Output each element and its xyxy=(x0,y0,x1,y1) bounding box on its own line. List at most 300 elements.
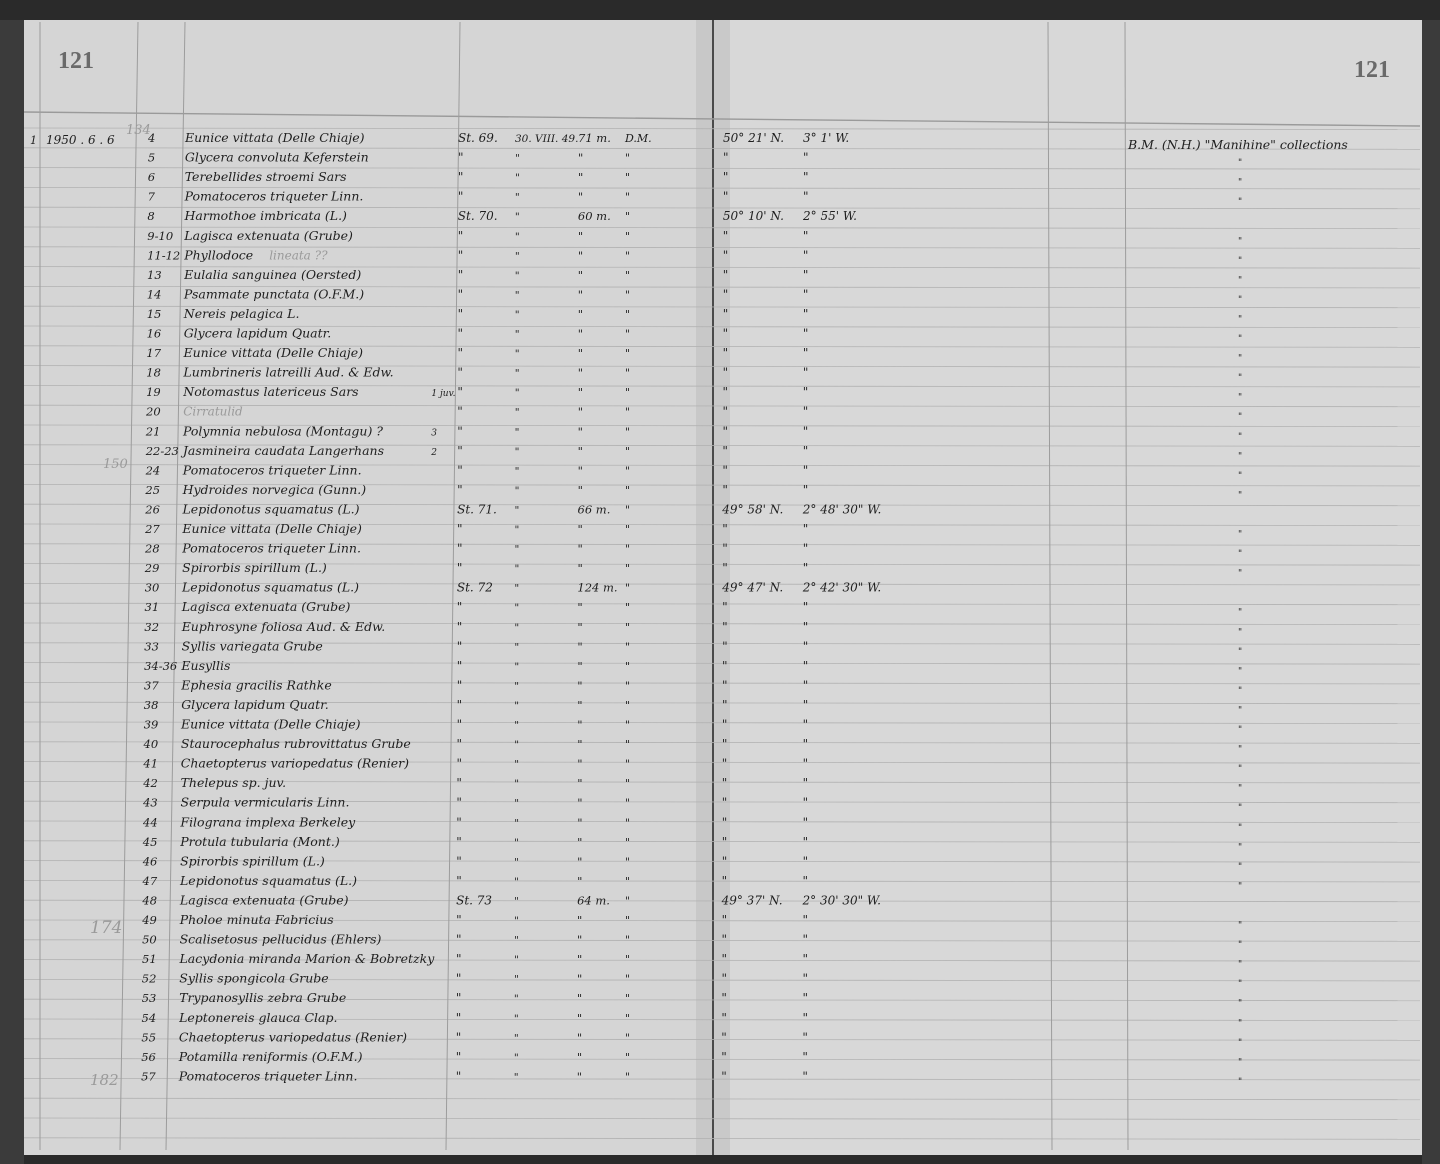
latitude: " xyxy=(722,365,729,380)
latitude: " xyxy=(721,815,728,830)
row-number: 24 xyxy=(145,463,161,478)
remarks-ditto: " xyxy=(1238,393,1243,404)
collection-date: " xyxy=(514,211,520,224)
latitude: " xyxy=(722,463,728,478)
station: St. 69. xyxy=(458,131,498,145)
collection-date: " xyxy=(513,1071,519,1084)
collector: " xyxy=(625,620,631,634)
station: " xyxy=(456,717,463,732)
station: " xyxy=(456,873,462,888)
collection-date: " xyxy=(513,1051,519,1064)
collector: " xyxy=(625,483,631,497)
collection-date: " xyxy=(514,582,520,595)
depth: " xyxy=(577,561,583,576)
remarks-ditto: " xyxy=(1238,921,1243,931)
collector: " xyxy=(625,1070,631,1084)
station: " xyxy=(457,463,463,478)
species-name: Eunice vittata (Delle Chiaje) xyxy=(183,345,363,361)
row-number: 15 xyxy=(146,307,162,321)
latitude: " xyxy=(722,424,729,439)
longitude: " xyxy=(802,795,809,810)
latitude: 49° 47' N. xyxy=(722,580,784,595)
remarks-ditto: " xyxy=(1238,862,1243,873)
station: St. 71. xyxy=(457,502,497,517)
longitude: " xyxy=(802,717,809,732)
station: " xyxy=(456,698,463,712)
longitude: " xyxy=(802,346,809,361)
species-name: Terebellides stroemi Sars xyxy=(184,169,347,185)
remarks-ditto: " xyxy=(1238,451,1243,462)
latitude: 50° 10' N. xyxy=(722,209,784,224)
latitude: " xyxy=(722,267,729,282)
station: " xyxy=(456,678,463,693)
species-note: Cirratulid xyxy=(183,404,243,419)
collection-date: " xyxy=(514,660,520,673)
collection-date: " xyxy=(514,289,520,302)
depth: 71 m. xyxy=(578,131,611,145)
longitude: " xyxy=(802,267,809,282)
row-number: 41 xyxy=(143,756,159,771)
species-name: Eulalia sanguinea (Oersted) xyxy=(184,266,362,282)
row-number: 16 xyxy=(146,326,162,341)
depth: " xyxy=(577,463,583,478)
latitude: " xyxy=(722,228,729,243)
remarks-ditto: " xyxy=(1238,960,1243,971)
species-name: Pomatoceros triqueter Linn. xyxy=(182,462,362,478)
collector: " xyxy=(625,640,631,654)
collector: " xyxy=(625,249,631,263)
depth: " xyxy=(577,932,583,947)
collector: " xyxy=(625,777,631,791)
longitude: " xyxy=(802,365,809,380)
collection-date: " xyxy=(514,700,520,712)
remarks-ditto: " xyxy=(1238,979,1243,990)
longitude: " xyxy=(802,404,809,419)
longitude: " xyxy=(802,619,809,634)
collection-date: " xyxy=(514,524,520,536)
remarks-ditto: " xyxy=(1238,842,1243,853)
longitude: " xyxy=(802,913,809,927)
station: " xyxy=(456,795,462,810)
longitude: " xyxy=(802,815,809,830)
depth: " xyxy=(577,365,583,380)
remarks-ditto: " xyxy=(1238,1038,1243,1049)
species-name: Protula tubularia (Mont.) xyxy=(180,833,340,849)
longitude: " xyxy=(802,287,809,302)
collector: " xyxy=(625,542,631,556)
remarks-ditto: " xyxy=(1238,881,1243,892)
collection-date: " xyxy=(514,817,520,830)
depth: " xyxy=(577,267,584,282)
latitude: " xyxy=(722,385,729,400)
station: " xyxy=(455,991,462,1006)
collection-note: B.M. (N.H.) "Manihine" collections xyxy=(1128,137,1348,152)
station: " xyxy=(456,854,462,869)
species-name: Ephesia gracilis Rathke xyxy=(181,677,332,693)
row-number: 26 xyxy=(145,502,160,517)
row-number: 54 xyxy=(141,1010,157,1025)
depth: " xyxy=(577,873,583,888)
depth: 124 m. xyxy=(577,580,618,595)
longitude: " xyxy=(802,424,809,439)
latitude: " xyxy=(721,756,728,771)
latitude: " xyxy=(722,658,728,673)
collector: " xyxy=(625,210,631,224)
species-name: Scalisetosus pellucidus (Ehlers) xyxy=(179,931,382,947)
depth: " xyxy=(577,815,583,830)
row-number: 32 xyxy=(144,619,160,634)
species-name: Spirorbis spirillum (L.) xyxy=(182,560,327,576)
depth: " xyxy=(577,228,584,243)
row-number: 49 xyxy=(142,913,157,927)
station: " xyxy=(456,600,463,615)
station: " xyxy=(455,1030,462,1045)
latitude: " xyxy=(722,248,729,263)
remarks-ditto: " xyxy=(1238,666,1243,677)
latitude: 50° 21' N. xyxy=(723,131,785,145)
species-name: Syllis variegata Grube xyxy=(181,638,323,654)
longitude: " xyxy=(802,561,809,576)
row-number: 13 xyxy=(147,267,162,282)
station: " xyxy=(457,287,464,302)
longitude: " xyxy=(802,639,809,654)
depth: " xyxy=(577,913,583,927)
remarks-ditto: " xyxy=(1238,530,1243,540)
station: " xyxy=(456,932,462,947)
longitude: " xyxy=(802,658,809,673)
row-number: 31 xyxy=(144,600,160,615)
depth: " xyxy=(577,756,583,771)
depth: " xyxy=(577,795,583,810)
species-name: Notomastus latericeus Sars xyxy=(183,384,359,400)
remarks-ditto: " xyxy=(1238,569,1243,580)
collector: " xyxy=(625,171,631,185)
depth: " xyxy=(578,170,584,185)
remarks-ditto: " xyxy=(1238,373,1243,384)
collection-date: " xyxy=(514,973,519,986)
species-name: Staurocephalus rubrovittatus Grube xyxy=(180,736,411,752)
depth: " xyxy=(577,346,583,361)
longitude: " xyxy=(802,756,809,771)
depth: " xyxy=(577,776,583,791)
collection-date: " xyxy=(513,1032,519,1045)
row-number: 40 xyxy=(143,737,159,752)
longitude: " xyxy=(802,482,809,497)
depth: " xyxy=(577,658,583,673)
longitude: " xyxy=(803,150,809,165)
station: " xyxy=(456,658,463,673)
collector: " xyxy=(625,1050,631,1064)
collector: " xyxy=(625,581,631,595)
depth: " xyxy=(576,1069,583,1084)
remarks-ditto: " xyxy=(1238,940,1243,951)
depth: 60 m. xyxy=(577,209,611,224)
remarks-ditto: " xyxy=(1238,275,1243,286)
station: " xyxy=(457,424,463,439)
latitude: " xyxy=(721,873,728,888)
row-number: 17 xyxy=(146,346,162,361)
species-name: Glycera lapidum Quatr. xyxy=(181,697,329,712)
latitude: " xyxy=(721,1049,727,1064)
depth: " xyxy=(576,1030,583,1045)
station: " xyxy=(457,189,464,204)
latitude: " xyxy=(723,150,729,165)
station: " xyxy=(457,248,464,263)
collector: " xyxy=(625,151,631,165)
station: " xyxy=(457,267,464,282)
species-name: Lumbrineris latreilli Aud. & Edw. xyxy=(183,364,394,380)
species-name: Psammate punctata (O.F.M.) xyxy=(183,286,365,302)
species-name: Lagisca extenuata (Grube) xyxy=(179,892,349,908)
latitude: " xyxy=(722,307,729,321)
collector: " xyxy=(625,757,631,771)
longitude: " xyxy=(802,932,809,947)
species-note: lineata ?? xyxy=(269,248,328,263)
collection-date: " xyxy=(514,543,520,556)
row-number: 21 xyxy=(145,424,161,439)
station: " xyxy=(456,639,463,654)
quantity: 2 xyxy=(431,447,437,458)
species-name: Glycera lapidum Quatr. xyxy=(183,325,332,341)
row-number: 6 xyxy=(147,170,156,185)
right-edge xyxy=(1422,20,1440,1164)
longitude: " xyxy=(802,834,809,849)
collector: " xyxy=(625,523,631,536)
row-number: 52 xyxy=(141,971,157,986)
row-number: 44 xyxy=(143,815,158,830)
station: " xyxy=(456,913,462,927)
collector: " xyxy=(625,874,631,888)
depth: " xyxy=(576,991,583,1006)
collection-date: " xyxy=(514,406,520,419)
species-name: Jasmineira caudata Langerhans xyxy=(182,442,385,458)
depth: " xyxy=(577,385,583,400)
station: " xyxy=(457,443,463,458)
latitude: " xyxy=(721,795,728,810)
depth: 66 m. xyxy=(577,502,611,517)
species-name: Lepidonotus squamatus (L.) xyxy=(180,872,357,888)
latitude: " xyxy=(722,346,729,361)
row-number: 22-23 xyxy=(145,443,179,458)
collector: " xyxy=(625,308,631,321)
latitude: " xyxy=(722,170,729,185)
collector: " xyxy=(625,288,631,302)
station: " xyxy=(456,619,463,634)
collector: " xyxy=(625,386,631,400)
station: St. 70. xyxy=(457,209,498,224)
latitude: " xyxy=(722,522,728,536)
depth: " xyxy=(577,639,583,654)
species-name: Lepidonotus squamatus (L.) xyxy=(182,501,360,517)
collection-date: " xyxy=(514,563,520,576)
longitude: 2° 48' 30" W. xyxy=(802,502,882,517)
species-name: Polymnia nebulosa (Montagu) ? xyxy=(183,423,384,439)
collection-date: " xyxy=(514,426,520,439)
species-name: Eunice vittata (Delle Chiaje) xyxy=(182,521,362,536)
row-number: 53 xyxy=(141,991,157,1006)
remarks-ditto: " xyxy=(1238,803,1243,814)
depth: " xyxy=(577,600,583,615)
collector: " xyxy=(625,796,631,810)
remarks-ditto: " xyxy=(1238,686,1243,697)
species-name: Trypanosyllis zebra Grube xyxy=(179,990,347,1006)
station: " xyxy=(457,404,463,419)
station: " xyxy=(455,1049,462,1064)
margin-note-174: 174 xyxy=(90,918,123,938)
quantity: 3 xyxy=(431,428,438,439)
depth: " xyxy=(577,522,583,536)
latitude: " xyxy=(721,1010,727,1025)
remarks-ditto: " xyxy=(1238,1018,1243,1029)
depth: " xyxy=(577,971,583,986)
row-number: 7 xyxy=(147,189,155,204)
collector: " xyxy=(625,914,631,927)
remarks-ditto: " xyxy=(1238,197,1243,208)
collector: " xyxy=(625,405,631,419)
row-number: 47 xyxy=(142,873,158,888)
latitude: 49° 37' N. xyxy=(721,893,783,908)
species-name: Pomatoceros triqueter Linn. xyxy=(184,188,364,204)
latitude: " xyxy=(721,737,728,752)
species-name: Eunice vittata (Delle Chiaje) xyxy=(185,130,365,145)
longitude: " xyxy=(802,385,809,400)
collector: " xyxy=(625,699,631,712)
latitude: " xyxy=(722,326,729,341)
remarks-ditto: " xyxy=(1238,471,1243,482)
depth: " xyxy=(577,854,583,869)
remarks-ditto: " xyxy=(1238,784,1243,795)
collection-date: " xyxy=(514,739,520,752)
latitude: " xyxy=(721,1069,727,1084)
row-number: 8 xyxy=(147,209,155,224)
remarks-ditto: " xyxy=(1238,549,1243,560)
species-name: Chaetopterus variopedatus (Renier) xyxy=(178,1029,408,1045)
collection-date: 30. VIII. 49. xyxy=(515,133,579,145)
row-number: 50 xyxy=(142,932,157,947)
longitude: 2° 42' 30" W. xyxy=(802,580,882,595)
longitude: " xyxy=(802,600,809,615)
collection-date: " xyxy=(514,328,520,341)
remarks-ditto: " xyxy=(1238,412,1243,423)
depth: " xyxy=(576,1010,583,1025)
latitude: " xyxy=(722,639,728,654)
latitude: " xyxy=(721,854,728,869)
collection-date: " xyxy=(514,641,520,654)
first-row-index: 1 xyxy=(30,134,37,147)
collection-date: " xyxy=(514,797,520,810)
row-number: 57 xyxy=(141,1069,156,1084)
species-name: Chaetopterus variopedatus (Renier) xyxy=(180,755,409,771)
remarks-ditto: " xyxy=(1238,178,1243,189)
station: " xyxy=(455,1010,462,1025)
species-name: Hydroides norvegica (Gunn.) xyxy=(182,481,367,497)
collector: " xyxy=(625,229,631,243)
collection-date: " xyxy=(514,504,520,517)
longitude: " xyxy=(802,1030,808,1045)
collector: " xyxy=(625,425,631,439)
collector: " xyxy=(625,933,631,947)
station: " xyxy=(457,522,463,536)
collector: " xyxy=(625,816,631,830)
row-number: 9-10 xyxy=(147,228,174,243)
collector: " xyxy=(625,503,631,517)
collector: D.M. xyxy=(625,132,652,145)
longitude: " xyxy=(802,1010,809,1025)
collector: " xyxy=(625,992,631,1006)
station: " xyxy=(457,346,464,361)
station: " xyxy=(455,971,462,986)
collector: " xyxy=(625,972,631,986)
depth: " xyxy=(576,1049,583,1064)
collection-date: " xyxy=(513,1012,519,1025)
station: " xyxy=(456,776,462,791)
station: " xyxy=(457,385,463,400)
collection-date: " xyxy=(514,348,520,361)
latitude: 49° 58' N. xyxy=(722,502,784,517)
species-name: Leptonereis glauca Clap. xyxy=(179,1009,338,1025)
collector: " xyxy=(625,718,631,732)
latitude: " xyxy=(722,698,728,712)
collection-date: " xyxy=(514,954,519,967)
longitude: " xyxy=(803,170,809,185)
remarks-ditto: " xyxy=(1238,999,1243,1010)
collection-date: " xyxy=(514,602,520,615)
depth: " xyxy=(577,424,583,439)
row-number: 43 xyxy=(143,795,158,810)
latitude: " xyxy=(722,287,729,302)
species-name: Eunice vittata (Delle Chiaje) xyxy=(181,716,361,732)
collector: " xyxy=(625,190,631,204)
collector: " xyxy=(625,444,631,458)
latitude: " xyxy=(721,834,728,849)
species-name: Harmothoe imbricata (L.) xyxy=(184,208,347,224)
collection-date: " xyxy=(515,172,520,185)
collection-date: " xyxy=(514,387,520,400)
species-name: Lepidonotus squamatus (L.) xyxy=(182,579,359,595)
depth: " xyxy=(577,248,584,263)
longitude: " xyxy=(802,1069,808,1084)
collection-date: " xyxy=(514,269,520,282)
latitude: " xyxy=(722,443,728,458)
collection-date: " xyxy=(514,191,520,204)
station: " xyxy=(456,815,462,830)
species-name: Syllis spongicola Grube xyxy=(179,970,329,986)
remarks-ditto: " xyxy=(1238,1057,1243,1068)
margin-note-150: 150 xyxy=(103,457,128,472)
station: " xyxy=(457,307,464,321)
collector: " xyxy=(625,268,631,282)
longitude: " xyxy=(802,1049,808,1064)
latitude: " xyxy=(722,541,728,556)
collection-date: " xyxy=(514,250,520,263)
remarks-ditto: " xyxy=(1238,295,1243,306)
longitude: " xyxy=(802,873,809,888)
species-name: Spirorbis spirillum (L.) xyxy=(180,853,325,869)
row-number: 45 xyxy=(142,834,158,849)
depth: " xyxy=(577,737,583,752)
species-name: Lagisca extenuata (Grube) xyxy=(181,599,351,615)
row-number: 34-36 xyxy=(144,658,178,673)
row-number: 30 xyxy=(144,580,160,595)
remarks-ditto: " xyxy=(1238,1077,1243,1088)
longitude: 3° 1' W. xyxy=(803,131,850,145)
row-number: 48 xyxy=(142,893,158,908)
species-name: Euphrosyne foliosa Aud. & Edw. xyxy=(181,618,386,634)
row-number: 42 xyxy=(143,776,158,791)
species-name: Pomatoceros triqueter Linn. xyxy=(178,1068,358,1084)
remarks-ditto: " xyxy=(1238,432,1243,443)
remarks-ditto: " xyxy=(1238,764,1243,775)
